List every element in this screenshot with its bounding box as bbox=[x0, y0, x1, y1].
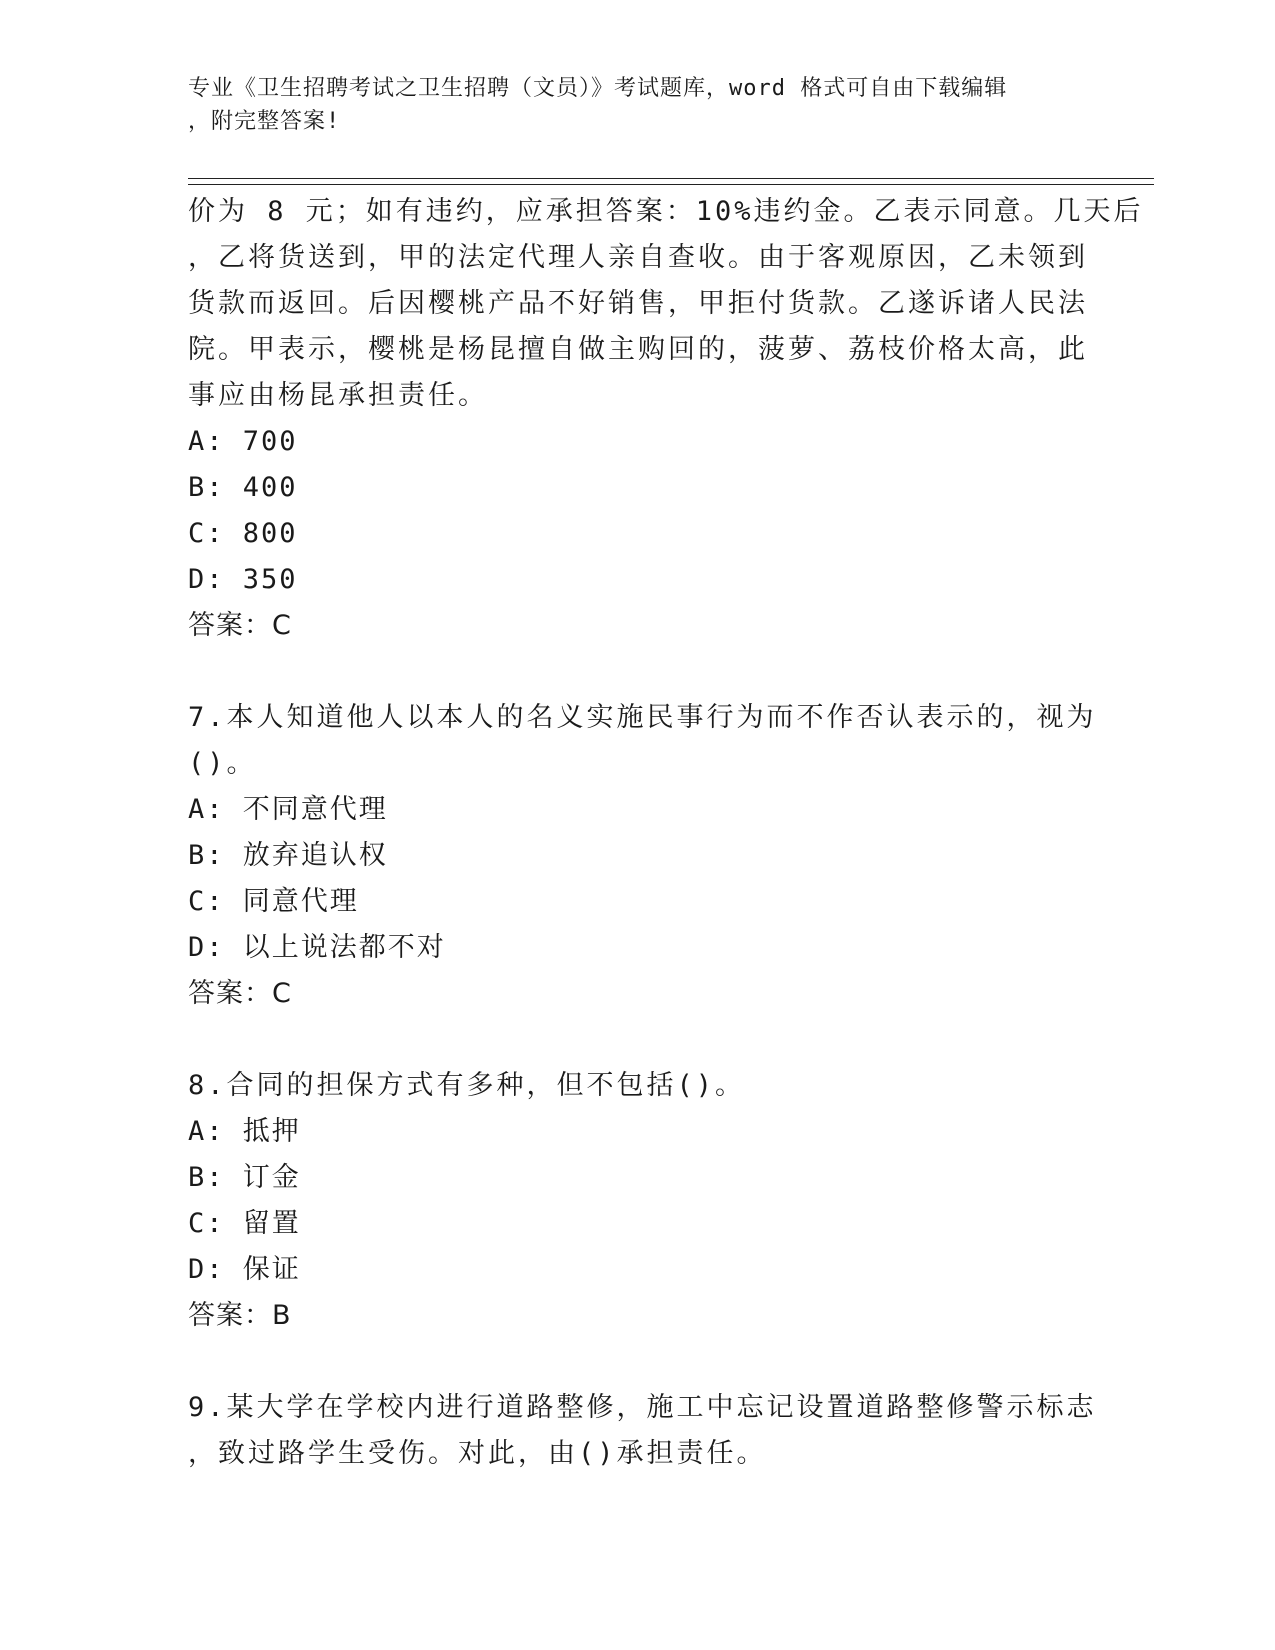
question-stem-line: 货款而返回。后因樱桃产品不好销售，甲拒付货款。乙遂诉诸人民法 bbox=[188, 288, 1088, 319]
question-stem-line: 价为 8 元；如有违约，应承担答案：10%违约金。乙表示同意。几天后 bbox=[188, 196, 1144, 227]
answer-label: 答案：C bbox=[188, 978, 292, 1009]
header-divider-top bbox=[188, 178, 1154, 179]
option-c: C: 同意代理 bbox=[188, 886, 359, 917]
question-spacer bbox=[188, 1017, 1088, 1063]
question-stem-line: ，致过路学生受伤。对此，由()承担责任。 bbox=[188, 1438, 767, 1469]
question-list bbox=[188, 189, 1144, 1477]
question-8 bbox=[188, 1063, 1088, 1339]
option-a: A: 抵押 bbox=[188, 1116, 301, 1147]
option-d: D: 350 bbox=[188, 564, 298, 595]
header-divider-bottom bbox=[188, 184, 1154, 185]
option-d: D: 以上说法都不对 bbox=[188, 932, 446, 963]
option-c: C: 留置 bbox=[188, 1208, 301, 1239]
question-stem-line: 7.本人知道他人以本人的名义实施民事行为而不作否认表示的，视为 bbox=[188, 702, 1097, 733]
question-7 bbox=[188, 695, 1097, 1017]
question-9 bbox=[188, 1385, 1097, 1477]
document-header bbox=[188, 72, 1068, 138]
question-stem-line: ，乙将货送到，甲的法定代理人亲自查收。由于客观原因，乙未领到 bbox=[188, 242, 1088, 273]
header-title: 专业《卫生招聘考试之卫生招聘（文员）》考试题库，word 格式可自由下载编辑 bbox=[188, 76, 1008, 101]
option-c: C: 800 bbox=[188, 518, 298, 549]
option-b: B: 400 bbox=[188, 472, 298, 503]
option-b: B: 放弃追认权 bbox=[188, 840, 388, 871]
option-d: D: 保证 bbox=[188, 1254, 301, 1285]
option-a: A: 不同意代理 bbox=[188, 794, 388, 825]
question-stem-line: 院。甲表示，樱桃是杨昆擅自做主购回的，菠萝、荔枝价格太高，此 bbox=[188, 334, 1088, 365]
question-6 bbox=[188, 189, 1144, 649]
question-spacer bbox=[188, 1339, 1088, 1385]
header-subtitle: ，附完整答案! bbox=[188, 109, 341, 134]
question-stem-line: ()。 bbox=[188, 748, 257, 779]
answer-label: 答案：C bbox=[188, 610, 292, 641]
question-stem-line: 8.合同的担保方式有多种，但不包括()。 bbox=[188, 1070, 746, 1101]
question-stem-line: 9.某大学在学校内进行道路整修，施工中忘记设置道路整修警示标志 bbox=[188, 1392, 1097, 1423]
question-spacer bbox=[188, 649, 1088, 695]
answer-label: 答案：B bbox=[188, 1300, 292, 1331]
option-b: B: 订金 bbox=[188, 1162, 301, 1193]
option-a: A: 700 bbox=[188, 426, 298, 457]
question-stem-line: 事应由杨昆承担责任。 bbox=[188, 380, 488, 411]
